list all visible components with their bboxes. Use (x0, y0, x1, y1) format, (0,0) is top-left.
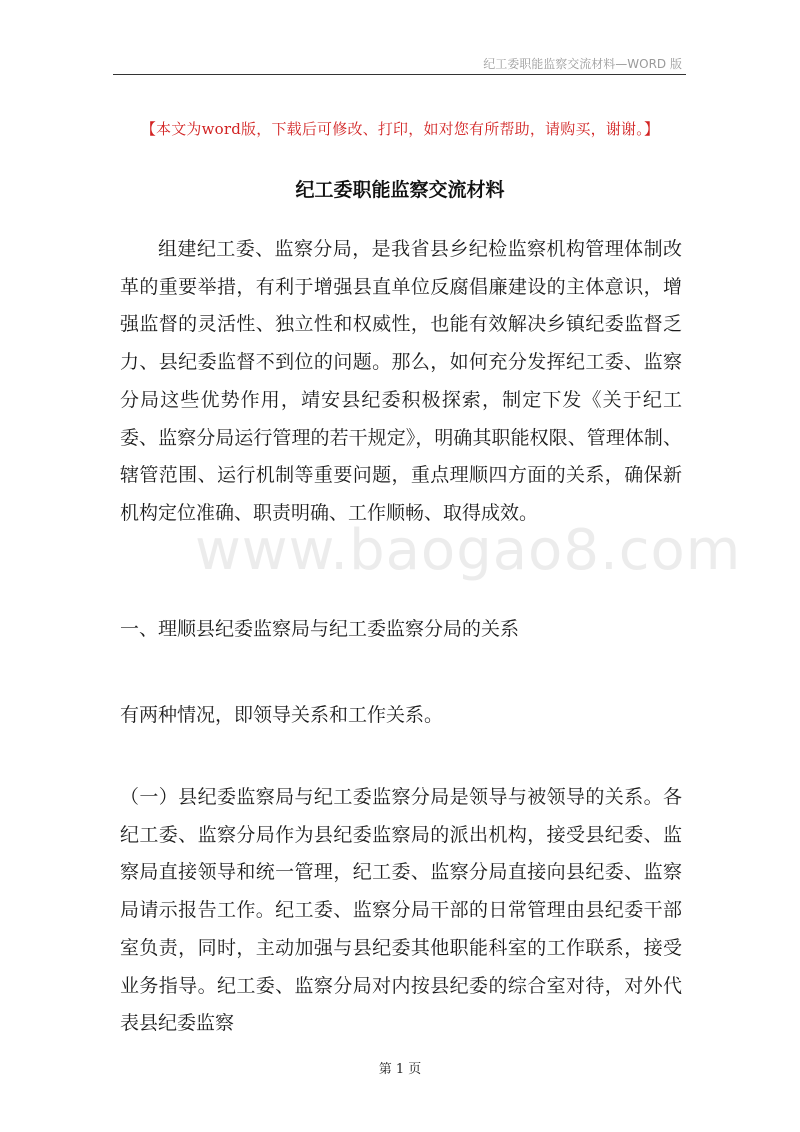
purchase-notice: 【本文为word版，下载后可修改、打印，如对您有所帮助，请购买，谢谢。】 (140, 120, 660, 138)
header-rule (113, 74, 686, 75)
document-title: 纪工委职能监察交流材料 (295, 179, 505, 201)
page-number: 第 1 页 (378, 1062, 422, 1077)
page-header-text: 纪工委职能监察交流材料—WORD 版 (483, 57, 682, 71)
watermark: www.baogao8.com (195, 518, 742, 583)
section-heading-1: 一、理顺县纪委监察局与纪工委监察分局的关系 (120, 618, 520, 640)
intro-paragraph: 组建纪工委、监察分局，是我省县乡纪检监察机构管理体制改革的重要举措，有利于增强县直单位反腐倡廉建设的主体意识，增强监督的灵活性、独立性和权威性，也能有效解决乡镇纪委监督乏力、县纪委监督不到位的问题。那么，如何充分发挥纪工委、监察分局这些优势作用，靖安县纪委积极探索，制定下发《关于纪工委、监察分局运行管理的若干规定》，明确其职能权限、管理体制、辖管范围、运行机制等重要问题，重点理顺四方面的关系，确保新机构定位准确、职责明确、工作顺畅、取得成效。 (120, 238, 682, 524)
paragraph-leadership: （一）县纪委监察局与纪工委监察分局是领导与被领导的关系。各纪工委、监察分局作为县纪委监察局的派出机构，接受县纪委、监察局直接领导和统一管理，纪工委、监察分局直接向县纪委、监察局请示报告工作。纪工委、监察分局干部的日常管理由县纪委干部室负责，同时，主动加强与县纪委其他职能科室的工作联系，接受业务指导。纪工委、监察分局对内按县纪委的综合室对待，对外代表县纪委监察 (120, 786, 682, 1035)
paragraph-relations: 有两种情况，即领导关系和工作关系。 (120, 704, 444, 726)
